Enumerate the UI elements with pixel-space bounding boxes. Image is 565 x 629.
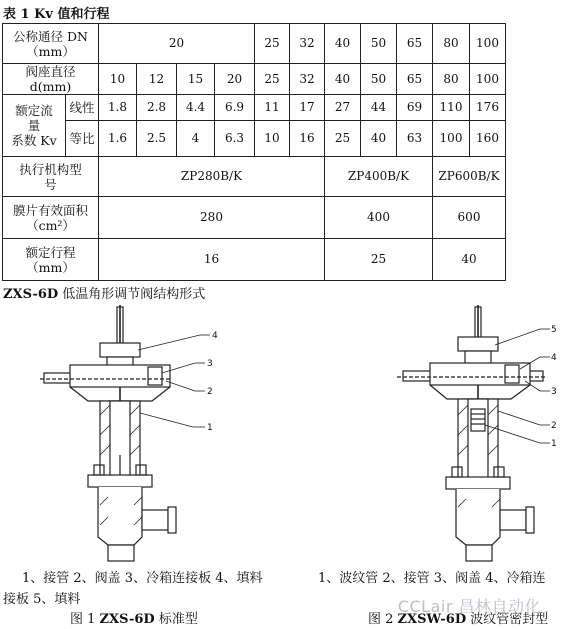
cell: 100 [470,24,506,64]
cell: 280 [99,197,325,239]
row-nominal-diameter [3,24,506,64]
cell: 6.3 [215,121,255,157]
cell: 12 [137,64,177,95]
cell: 50 [361,24,397,64]
cell: 10 [99,64,137,95]
callout-label: 1 [207,423,213,433]
callout-label: 5 [551,325,557,335]
cell: 40 [433,239,506,281]
callout-label: 1 [551,439,557,449]
cell: ZP600B/K [433,157,506,197]
watermark: CCLair 昌林自动化 [397,597,541,616]
cell: 25 [325,239,433,281]
label-rated-flow: 额定流 量 系数 Kv [3,95,66,157]
cell: 69 [397,95,433,121]
cell: 2.8 [137,95,177,121]
cell: 32 [290,24,325,64]
cell: 2.5 [137,121,177,157]
callout-label: 3 [207,359,213,369]
label-linear: 线性 [66,95,99,121]
kv-stroke-table [2,23,506,281]
cell: ZP400B/K [325,157,433,197]
row-actuator-model [3,157,506,197]
cell: 160 [470,121,506,157]
cell: 20 [215,64,255,95]
cell: 4.4 [177,95,215,121]
cell: 65 [397,64,433,95]
label-diaphragm-area: 膜片有效面积 （cm²） [3,197,99,239]
callout-label: 2 [207,387,213,397]
cell: 80 [433,64,470,95]
row-kv-equal [3,121,506,157]
cell: 63 [397,121,433,157]
label-nominal-diameter: 公称通径 DN （mm） [3,24,99,64]
figure2-legend: 1、波纹管 2、接管 3、阀盖 4、冷箱连 [318,571,546,586]
figure1-legend-cont: 接板 5、填料 [3,592,81,607]
cell: 110 [433,95,470,121]
cell: 25 [325,121,361,157]
cell: 1.8 [99,95,137,121]
cell: 40 [361,121,397,157]
cell: 600 [433,197,506,239]
cell: 17 [290,95,325,121]
cell: 16 [290,121,325,157]
section-title: ZXS-6D 低温角形调节阀结构形式 [3,287,206,302]
cell: 100 [470,64,506,95]
cell: 32 [290,64,325,95]
cell: 6.9 [215,95,255,121]
figure1-legend: 1、接管 2、阀盖 3、冷箱连接板 4、填料 [22,571,263,586]
cell: 16 [99,239,325,281]
callout-label: 4 [551,353,557,363]
cell: 50 [361,64,397,95]
cell: 25 [255,24,290,64]
cell: 27 [325,95,361,121]
row-rated-stroke [3,239,506,281]
cell: 44 [361,95,397,121]
valve-drawing-bellows [335,305,560,565]
figure2-caption: 图 2 ZXSW-6D 波纹管密封型 [368,612,549,627]
table-caption: 表 1 Kv 值和行程 [3,7,110,22]
callout-label: 4 [212,331,218,341]
figure1-caption: 图 1 ZXS-6D 标准型 [70,612,198,627]
cell: 20 [99,24,255,64]
cell: 400 [325,197,433,239]
cell: 25 [255,64,290,95]
cell: 15 [177,64,215,95]
row-kv-linear [3,95,506,121]
valve-drawing-standard [30,305,250,565]
cell: 40 [325,24,361,64]
cell: 1.6 [99,121,137,157]
cell: 11 [255,95,290,121]
callout-label: 3 [551,387,557,397]
row-diaphragm-area [3,197,506,239]
callout-label: 2 [551,421,557,431]
cell: ZP280B/K [99,157,325,197]
cell: 80 [433,24,470,64]
cell: 65 [397,24,433,64]
row-seat-diameter [3,64,506,95]
cell: 176 [470,95,506,121]
cell: 10 [255,121,290,157]
label-actuator-model: 执行机构型 号 [3,157,99,197]
cell: 100 [433,121,470,157]
cell: 40 [325,64,361,95]
label-seat-diameter: 阀座直径 d(mm) [3,64,99,95]
label-rated-stroke: 额定行程 （mm） [3,239,99,281]
label-equal-percentage: 等比 [66,121,99,157]
cell: 4 [177,121,215,157]
